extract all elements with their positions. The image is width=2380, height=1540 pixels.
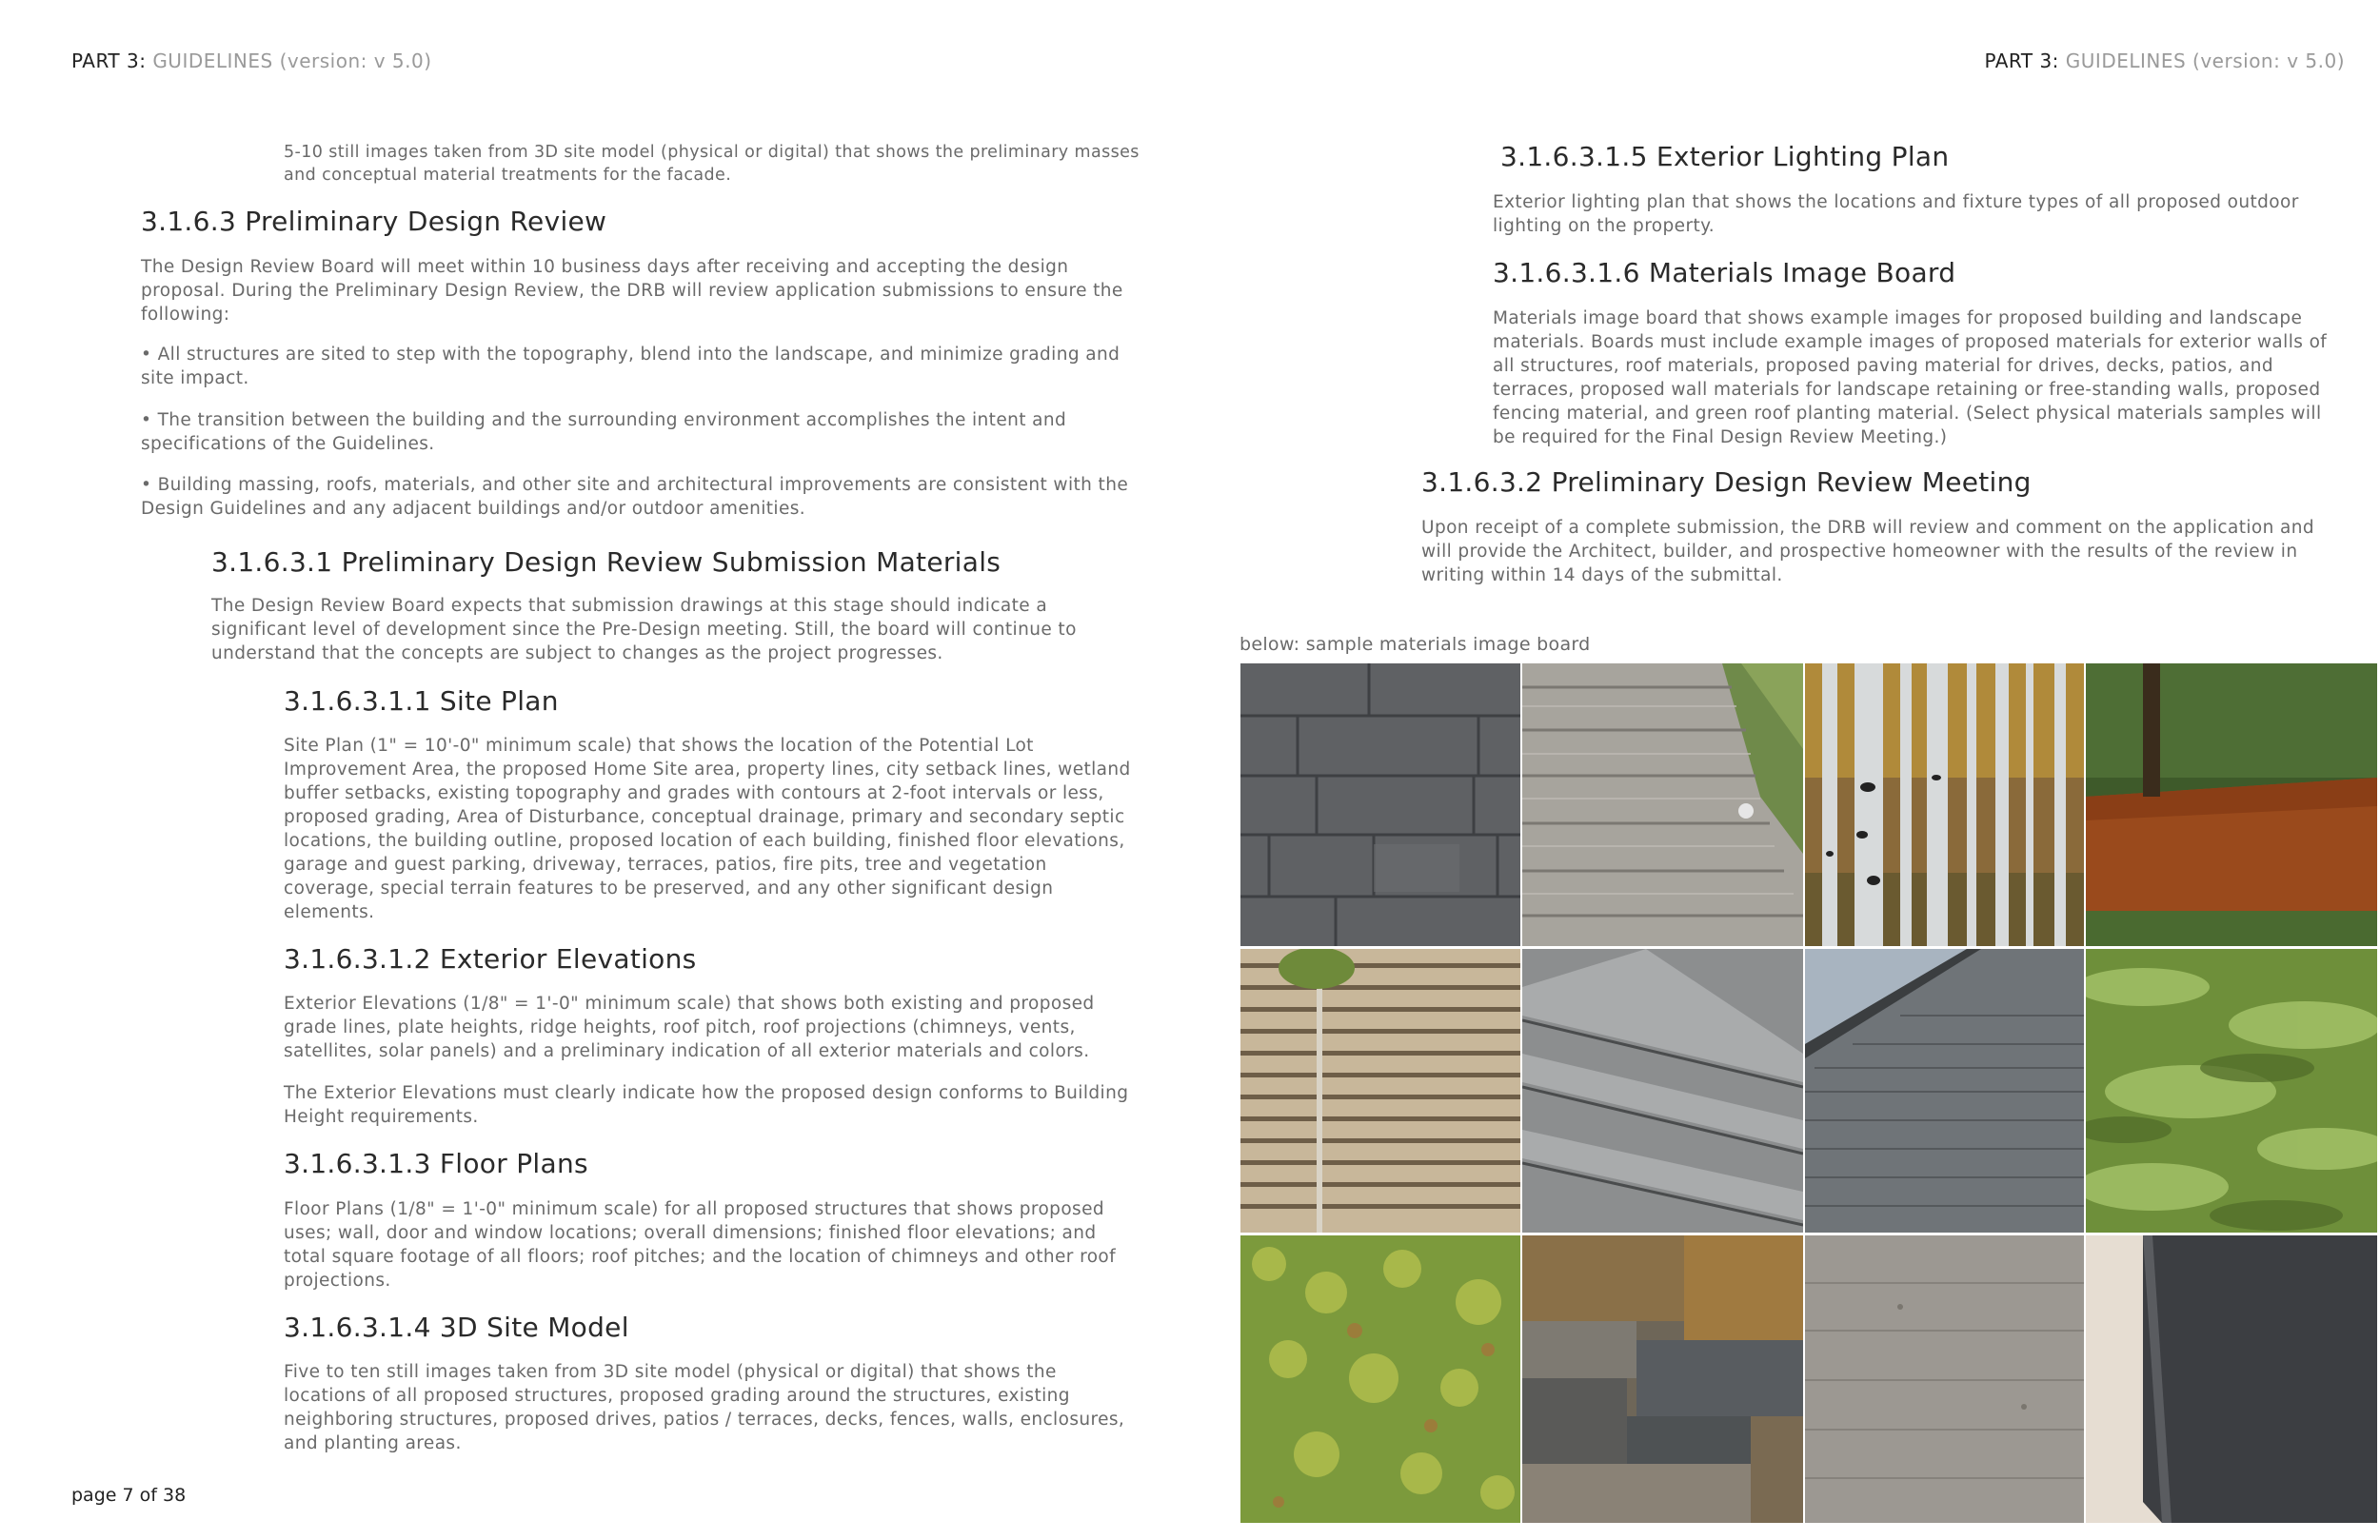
header-part-label: PART 3:: [1984, 49, 2059, 72]
header-right: [1984, 49, 2345, 72]
header-left: [71, 49, 432, 72]
section-paragraph: The Design Review Board expects that submission drawings at this stage should indicate a significant level of development since the Pre-Design meeting. Still, the board will continue to understand that the concepts are subject to changes as the project progresses.: [211, 596, 1077, 663]
wood-deck-steps-image: [1522, 663, 1803, 946]
slate-paver-image: [1240, 663, 1520, 946]
corten-steel-wall-image: [2086, 663, 2377, 946]
header-guidelines-label: GUIDELINES (version: v 5.0): [152, 49, 432, 72]
section-title-exterior-elevations: 3.1.6.3.1.2 Exterior Elevations: [284, 943, 697, 975]
section-paragraph: Exterior lighting plan that shows the locations and fixture types of all proposed outdoor lighting on the property.: [1493, 192, 2299, 236]
intro-paragraph: 5-10 still images taken from 3D site model (physical or digital) that shows the preliminary masses and conceptual material treatments for the facade.: [284, 143, 1140, 185]
horizontal-wood-fence-image: [1240, 949, 1520, 1233]
section-paragraph: Five to ten still images taken from 3D site model (physical or digital) that shows the locations of all proposed structures, proposed grading around the structures, existing neighboring structures, proposed drives, patios / terraces, decks, fences, walls, enclosures, and planting areas.: [284, 1362, 1125, 1453]
section-paragraph: Floor Plans (1/8" = 1'-0" minimum scale) for all proposed structures that shows proposed uses; wall, door and window locations; overall dimensions; finished floor elevations; and total square footage of all floors; roof pitches; and the location of chimneys and other roof projections.: [284, 1199, 1117, 1291]
section-title-floor-plans: 3.1.6.3.1.3 Floor Plans: [284, 1148, 588, 1179]
section-title-site-plan: 3.1.6.3.1.1 Site Plan: [284, 685, 559, 717]
bullet-item: • All structures are sited to step with the topography, blend into the landscape, and minimize grading and site impact.: [141, 345, 1121, 388]
stone-veneer-image: [1522, 1235, 1803, 1523]
section-title-preliminary-design-review-meeting: 3.1.6.3.2 Preliminary Design Review Meeting: [1421, 466, 2032, 498]
section-paragraph: The Exterior Elevations must clearly indicate how the proposed design conforms to Building Height requirements.: [284, 1083, 1129, 1127]
page-number: page 7 of 38: [71, 1485, 187, 1506]
section-title-exterior-lighting-plan: 3.1.6.3.1.5 Exterior Lighting Plan: [1500, 141, 1950, 172]
shingle-wall-image: [1805, 949, 2084, 1233]
green-roof-sedum-image: [1240, 1235, 1520, 1523]
header-part-label: PART 3:: [71, 49, 147, 72]
bullet-item: • The transition between the building and the surrounding environment accomplishes the intent and specifications of the Guidelines.: [141, 410, 1067, 454]
granite-counter-edge-image: [2086, 1235, 2377, 1523]
section-paragraph: Materials image board that shows example images for proposed building and landscape materials. Boards must include example images of proposed materials for exterior walls of all structures, roof materials, proposed paving material for drives, decks, patios, and terraces, proposed wall materials for landscape retaining or free-standing walls, proposed fencing material, and green roof planting material. (Select physical materials samples will be required for the Final Design Review Meeting.): [1493, 308, 2328, 447]
ornamental-grass-image: [2086, 949, 2377, 1233]
bullet-item: • Building massing, roofs, materials, and other site and architectural improvements are consistent with the Design Guidelines and any adjacent buildings and/or outdoor amenities.: [141, 475, 1129, 519]
granite-steps-image: [1522, 949, 1803, 1233]
section-paragraph: Exterior Elevations (1/8" = 1'-0" minimum scale) that shows both existing and proposed grade lines, plate heights, ridge heights, roof pitch, roof projections (chimneys, vents, satellites, solar panels) and a preliminary indication of all exterior materials and colors.: [284, 994, 1095, 1061]
section-paragraph: The Design Review Board will meet within 10 business days after receiving and accepting the design proposal. During the Preliminary Design Review, the DRB will review application submissions to ensure the following:: [141, 257, 1123, 325]
section-paragraph: Site Plan (1" = 10'-0" minimum scale) that shows the location of the Potential Lot Improvement Area, the proposed Home Site area, property lines, city setback lines, wetland buffer setbacks, existing topography and grades with contours at 2-foot intervals or less, proposed grading, Area of Disturbance, conceptual drainage, primary and secondary septic locations, the building outline, proposed location of each building, finished floor elevations, garage and guest parking, driveway, terraces, patios, fire pits, tree and vegetation coverage, special terrain features to be preserved, and any other significant design elements.: [284, 736, 1131, 922]
section-paragraph: Upon receipt of a complete submission, the DRB will review and comment on the application and will provide the Architect, builder, and prospective homeowner with the results of the review in writing within 14 days of the submittal.: [1421, 518, 2315, 585]
section-title-3d-site-model: 3.1.6.3.1.4 3D Site Model: [284, 1312, 629, 1343]
board-formed-concrete-image: [1805, 1235, 2084, 1523]
section-title-materials-image-board: 3.1.6.3.1.6 Materials Image Board: [1493, 257, 1956, 288]
image-board-caption: below: sample materials image board: [1240, 634, 1591, 655]
section-title-submission-materials: 3.1.6.3.1 Preliminary Design Review Submission Materials: [211, 546, 1002, 578]
aspen-trees-image: [1805, 663, 2084, 946]
header-guidelines-label: GUIDELINES (version: v 5.0): [2065, 49, 2345, 72]
section-title-preliminary-design-review: 3.1.6.3 Preliminary Design Review: [141, 206, 607, 237]
